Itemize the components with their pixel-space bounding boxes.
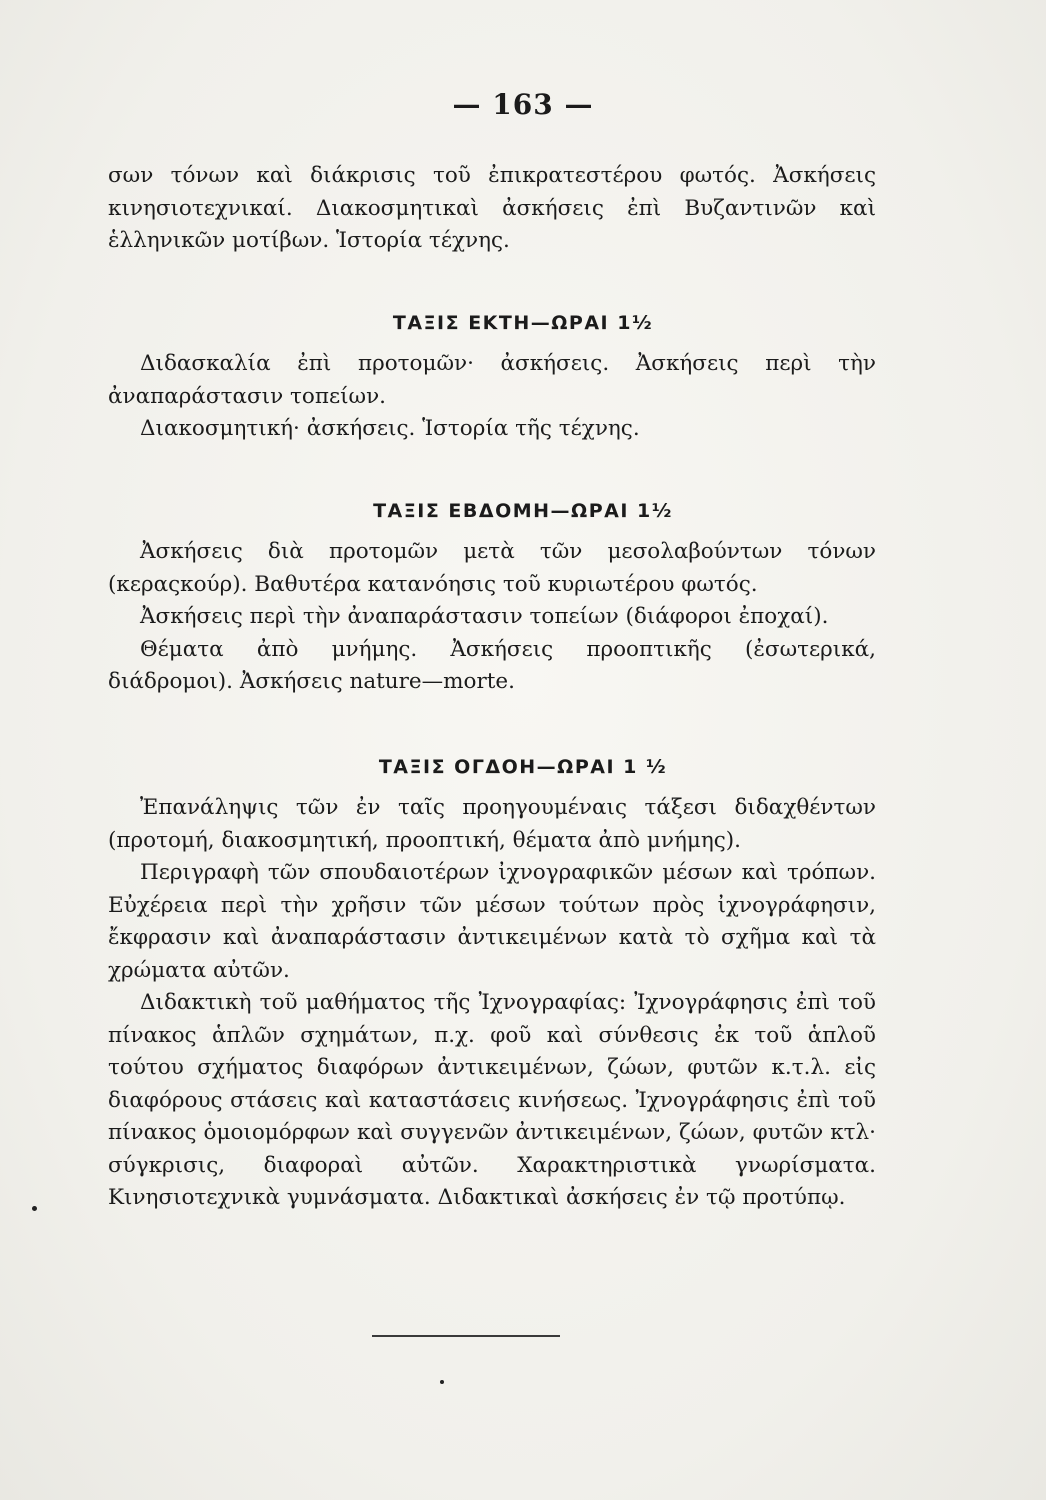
section-6-paragraph-1: Διδασκαλία ἐπὶ προτομῶν· ἀσκήσεις. Ἀσκήσεις περὶ τὴν ἀναπαράστασιν τοπείων. [108,351,876,409]
section-7-paragraph-3: Θέματα ἀπὸ μνήμης. Ἀσκήσεις προοπτικῆς (ἐσωτερικά, διάδρομοι). Ἀσκήσεις nature—morte. [108,636,876,694]
ink-speck [440,1380,444,1384]
page-number: — 163 — [452,88,594,121]
section-heading-6: ΤΑΞΙΣ ΕΚΤΗ—ΩΡΑΙ 1½ [392,312,654,334]
end-rule [372,1335,560,1337]
section-7-paragraph-1: Ἀσκήσεις διὰ προτομῶν μετὰ τῶν μεσολαβούντων τόνων (κεραςκούρ). Βαθυτέρα κατανόησις τοῦ κυριωτέρου φωτός. [108,539,876,597]
section-6-body [108,348,876,446]
section-heading-8: ΤΑΞΙΣ ΟΓΔΟΗ—ΩΡΑΙ 1 ½ [378,756,668,778]
margin-mark [32,1206,37,1211]
section-7-body [108,536,876,699]
section-8-paragraph-3: Διδακτικὴ τοῦ μαθήματος τῆς Ἰχνογραφίας: Ἰχνογράφησις ἐπὶ τοῦ πίνακος ἁπλῶν σχημάτων, π.χ. φοῦ καὶ σύνθεσις ἐκ τοῦ ἁπλοῦ τούτου σχήματος διαφόρων ἀντικειμένων, ζώων, φυτῶν κ.τ.λ. εἰς διαφόρους στάσεις καὶ καταστάσεις κινήσεως. Ἰχνογράφησις ἐπὶ τοῦ πίνακος ὁμοιομόρφων καὶ συγγενῶν ἀντικειμένων, ζώων, φυτῶν κτλ· σύγκρισις, διαφοραὶ αὐτῶν. Χαρακτηριστικὰ γνωρίσματα. Κινησιοτεχνικὰ γυμνάσματα. Διδακτικαὶ ἀσκήσεις ἐν τῷ προτύπῳ. [108,990,876,1210]
intro-paragraph [108,160,876,258]
intro-text: σων τόνων καὶ διάκρισις τοῦ ἐπικρατεστέρου φωτός. Ἀσκήσεις κινησιοτεχνικαί. Διακοσμητικαὶ ἀσκήσεις ἐπὶ Βυζαντινῶν καὶ ἑλληνικῶν μοτίβων. Ἱστορία τέχνης. [108,163,876,253]
section-7-paragraph-2: Ἀσκήσεις περὶ τὴν ἀναπαράστασιν τοπείων (διάφοροι ἐποχαί). [140,604,829,629]
section-8-paragraph-1: Ἐπανάληψις τῶν ἐν ταῖς προηγουμέναις τάξεσι διδαχθέντων (προτομή, διακοσμητική, προοπτική, θέματα ἀπὸ μνήμης). [108,795,876,853]
section-8-body [108,792,876,1215]
section-8-paragraph-2: Περιγραφὴ τῶν σπουδαιοτέρων ἰχνογραφικῶν μέσων καὶ τρόπων. Εὐχέρεια περὶ τὴν χρῆσιν τῶν μέσων τούτων πρὸς ἰχνογράφησιν, ἔκφρασιν καὶ ἀναπαράστασιν ἀντικειμένων κατὰ τὸ σχῆμα καὶ τὰ χρώματα αὐτῶν. [108,860,876,983]
section-6-paragraph-2: Διακοσμητική· ἀσκήσεις. Ἱστορία τῆς τέχνης. [140,416,640,441]
section-heading-7: ΤΑΞΙΣ ΕΒΔΟΜΗ—ΩΡΑΙ 1½ [373,500,673,522]
